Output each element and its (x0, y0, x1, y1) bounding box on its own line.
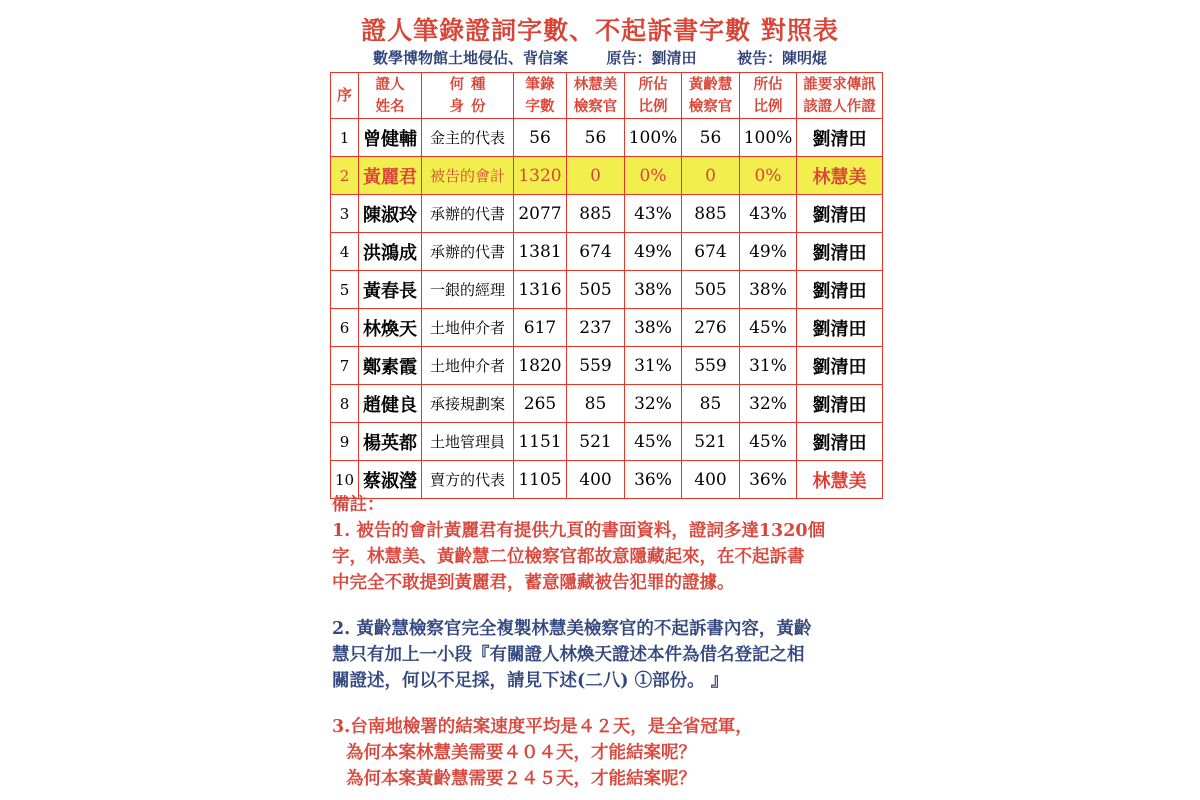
cell-seq: 7 (331, 347, 359, 385)
cell-ratio-a: 38% (625, 271, 682, 309)
cell-identity: 承辦的代書 (422, 233, 514, 271)
cell-ratio-b: 43% (740, 195, 797, 233)
note-2-line-3: 關證述，何以不足採，請見下述(二八) ①部份。 』 (332, 671, 729, 691)
note-1-line-2: 字，林慧美、黃齡慧二位檢察官都故意隱藏起來，在不起訴書 (332, 547, 805, 567)
cell-seq: 5 (331, 271, 359, 309)
cell-witness-name: 洪鴻成 (359, 233, 422, 271)
table-row (331, 233, 883, 271)
cell-witness-name: 蔡淑瀅 (359, 461, 422, 499)
header-identity-a: 何 (449, 76, 464, 94)
note-1-line-3: 中完全不敢提到黃麗君，蓄意隱藏被告犯罪的證據。 (332, 573, 735, 593)
cell-prosecutor-a-count: 674 (567, 233, 625, 271)
cell-identity: 一銀的經理 (422, 271, 514, 309)
cell-seq: 3 (331, 195, 359, 233)
table-row (331, 385, 883, 423)
cell-transcript-count: 1105 (514, 461, 567, 499)
cell-prosecutor-b-count: 276 (682, 309, 740, 347)
cell-ratio-a: 43% (625, 195, 682, 233)
header-ratio-a-line2: 比例 (638, 97, 668, 115)
cell-transcript-count: 1151 (514, 423, 567, 461)
cell-requester: 劉清田 (797, 271, 883, 309)
cell-ratio-a: 45% (625, 423, 682, 461)
note-2-line-2: 慧只有加上一小段『有關證人林煥天證述本件為借名登記之相 (332, 645, 805, 665)
cell-ratio-b: 0% (740, 157, 797, 195)
subtitle-case-name: 數學博物館土地侵佔、背信案 (373, 49, 569, 67)
table-row (331, 271, 883, 309)
cell-ratio-a: 100% (625, 119, 682, 157)
cell-requester: 劉清田 (797, 423, 883, 461)
cell-prosecutor-a-count: 237 (567, 309, 625, 347)
note-2-line-1: 2. 黃齡慧檢察官完全複製林慧美檢察官的不起訴書內容，黃齡 (332, 619, 812, 639)
notes-spacer-1 (332, 596, 902, 616)
header-identity-d: 份 (471, 97, 486, 115)
note-1-line-1: 1. 被告的會計黃麗君有提供九頁的書面資料，證詞多達1320個 (332, 521, 826, 541)
cell-ratio-a: 36% (625, 461, 682, 499)
cell-requester: 劉清田 (797, 309, 883, 347)
cell-prosecutor-b-count: 559 (682, 347, 740, 385)
cell-prosecutor-a-count: 85 (567, 385, 625, 423)
cell-witness-name: 林煥天 (359, 309, 422, 347)
cell-ratio-b: 32% (740, 385, 797, 423)
cell-prosecutor-a-count: 400 (567, 461, 625, 499)
notes-section (332, 492, 902, 792)
cell-witness-name: 趙健良 (359, 385, 422, 423)
subtitle-plaintiff: 原告：劉清田 (606, 49, 697, 67)
cell-identity: 被告的會計 (422, 157, 514, 195)
cell-ratio-a: 0% (625, 157, 682, 195)
cell-transcript-count: 265 (514, 385, 567, 423)
cell-prosecutor-a-count: 559 (567, 347, 625, 385)
cell-prosecutor-a-count: 505 (567, 271, 625, 309)
cell-transcript-count: 1320 (514, 157, 567, 195)
cell-seq: 1 (331, 119, 359, 157)
cell-ratio-a: 49% (625, 233, 682, 271)
cell-identity: 土地仲介者 (422, 309, 514, 347)
header-prosecutor-a (567, 73, 625, 119)
cell-requester: 劉清田 (797, 119, 883, 157)
table-header (331, 73, 883, 119)
cell-requester: 劉清田 (797, 347, 883, 385)
cell-prosecutor-b-count: 85 (682, 385, 740, 423)
note-2 (332, 616, 902, 694)
page-title: 證人筆錄證詞字數、不起訴書字數 對照表 (361, 16, 839, 45)
table-row (331, 119, 883, 157)
cell-prosecutor-b-count: 0 (682, 157, 740, 195)
note-3 (332, 714, 902, 792)
cell-requester: 林慧美 (797, 461, 883, 499)
cell-identity: 承辦的代書 (422, 195, 514, 233)
header-identity-c: 身 (449, 97, 464, 115)
header-prosecutor-a-line2: 檢察官 (573, 97, 618, 115)
cell-prosecutor-b-count: 521 (682, 423, 740, 461)
note-3-line-3: 為何本案黃齡慧需要２４５天，才能結案呢？ (346, 769, 696, 789)
note-3-line-1: 3.台南地檢署的結案速度平均是４２天，是全省冠軍， (332, 717, 753, 737)
comparison-table-wrapper (330, 72, 883, 499)
header-ratio-a-line1: 所佔 (638, 76, 668, 94)
header-witness-name-line2: 姓名 (375, 97, 405, 115)
cell-prosecutor-b-count: 400 (682, 461, 740, 499)
cell-seq: 8 (331, 385, 359, 423)
page-subtitle (0, 47, 1200, 68)
notes-spacer-2 (332, 694, 902, 714)
header-witness-name-line1: 證人 (375, 76, 405, 94)
cell-prosecutor-b-count: 674 (682, 233, 740, 271)
cell-ratio-b: 49% (740, 233, 797, 271)
cell-transcript-count: 1381 (514, 233, 567, 271)
cell-ratio-b: 36% (740, 461, 797, 499)
subtitle-defendant: 被告：陳明焜 (736, 49, 827, 67)
comparison-table (330, 72, 883, 499)
cell-seq: 4 (331, 233, 359, 271)
table-header-row (331, 73, 883, 119)
header-ratio-b-line2: 比例 (753, 97, 783, 115)
cell-ratio-a: 38% (625, 309, 682, 347)
cell-ratio-a: 32% (625, 385, 682, 423)
cell-witness-name: 曾健輔 (359, 119, 422, 157)
table-row (331, 157, 883, 195)
cell-witness-name: 黃春長 (359, 271, 422, 309)
cell-ratio-b: 31% (740, 347, 797, 385)
header-seq-label: 序 (336, 85, 352, 104)
cell-transcript-count: 2077 (514, 195, 567, 233)
header-identity-line2 (422, 96, 513, 117)
cell-transcript-count: 617 (514, 309, 567, 347)
header-identity (422, 73, 514, 119)
cell-prosecutor-a-count: 521 (567, 423, 625, 461)
header-ratio-b-line1: 所佔 (753, 76, 783, 94)
cell-witness-name: 陳淑玲 (359, 195, 422, 233)
cell-ratio-b: 100% (740, 119, 797, 157)
header-transcript-count (514, 73, 567, 119)
table-body (331, 119, 883, 499)
cell-requester: 劉清田 (797, 233, 883, 271)
cell-seq: 6 (331, 309, 359, 347)
header-identity-line1 (422, 74, 513, 95)
header-prosecutor-b-line1: 黃齡慧 (688, 76, 733, 94)
table-row (331, 309, 883, 347)
cell-identity: 土地仲介者 (422, 347, 514, 385)
header-prosecutor-b-line2: 檢察官 (688, 97, 733, 115)
cell-identity: 土地管理員 (422, 423, 514, 461)
table-row (331, 423, 883, 461)
header-transcript-line2: 字數 (525, 97, 555, 115)
cell-prosecutor-a-count: 56 (567, 119, 625, 157)
note-1 (332, 518, 902, 596)
cell-seq: 9 (331, 423, 359, 461)
header-prosecutor-b (682, 73, 740, 119)
cell-seq: 2 (331, 157, 359, 195)
cell-requester: 劉清田 (797, 385, 883, 423)
cell-identity: 金主的代表 (422, 119, 514, 157)
note-3-line-2: 為何本案林慧美需要４０４天，才能結案呢？ (346, 743, 696, 763)
cell-transcript-count: 1820 (514, 347, 567, 385)
cell-requester: 林慧美 (797, 157, 883, 195)
header-requester-line2: 該證人作證 (803, 97, 876, 115)
cell-prosecutor-b-count: 56 (682, 119, 740, 157)
cell-requester: 劉清田 (797, 195, 883, 233)
header-ratio-a (625, 73, 682, 119)
cell-seq: 10 (331, 461, 359, 499)
header-identity-b: 種 (471, 76, 486, 94)
cell-witness-name: 楊英都 (359, 423, 422, 461)
table-row (331, 347, 883, 385)
header-seq (331, 73, 359, 119)
cell-witness-name: 黃麗君 (359, 157, 422, 195)
cell-witness-name: 鄭素霞 (359, 347, 422, 385)
notes-heading: 備註： (332, 495, 385, 515)
cell-ratio-a: 31% (625, 347, 682, 385)
header-prosecutor-a-line1: 林慧美 (573, 76, 618, 94)
table-row (331, 195, 883, 233)
cell-prosecutor-a-count: 885 (567, 195, 625, 233)
cell-ratio-b: 38% (740, 271, 797, 309)
cell-ratio-b: 45% (740, 423, 797, 461)
cell-ratio-b: 45% (740, 309, 797, 347)
cell-prosecutor-a-count: 0 (567, 157, 625, 195)
header-ratio-b (740, 73, 797, 119)
cell-identity: 賣方的代表 (422, 461, 514, 499)
header-requester (797, 73, 883, 119)
header-requester-line1: 誰要求傳訊 (803, 76, 876, 94)
cell-transcript-count: 1316 (514, 271, 567, 309)
cell-prosecutor-b-count: 885 (682, 195, 740, 233)
cell-transcript-count: 56 (514, 119, 567, 157)
header-transcript-line1: 筆錄 (525, 76, 555, 94)
notes-heading-block (332, 492, 902, 518)
cell-prosecutor-b-count: 505 (682, 271, 740, 309)
header-witness-name (359, 73, 422, 119)
cell-identity: 承接規劃案 (422, 385, 514, 423)
